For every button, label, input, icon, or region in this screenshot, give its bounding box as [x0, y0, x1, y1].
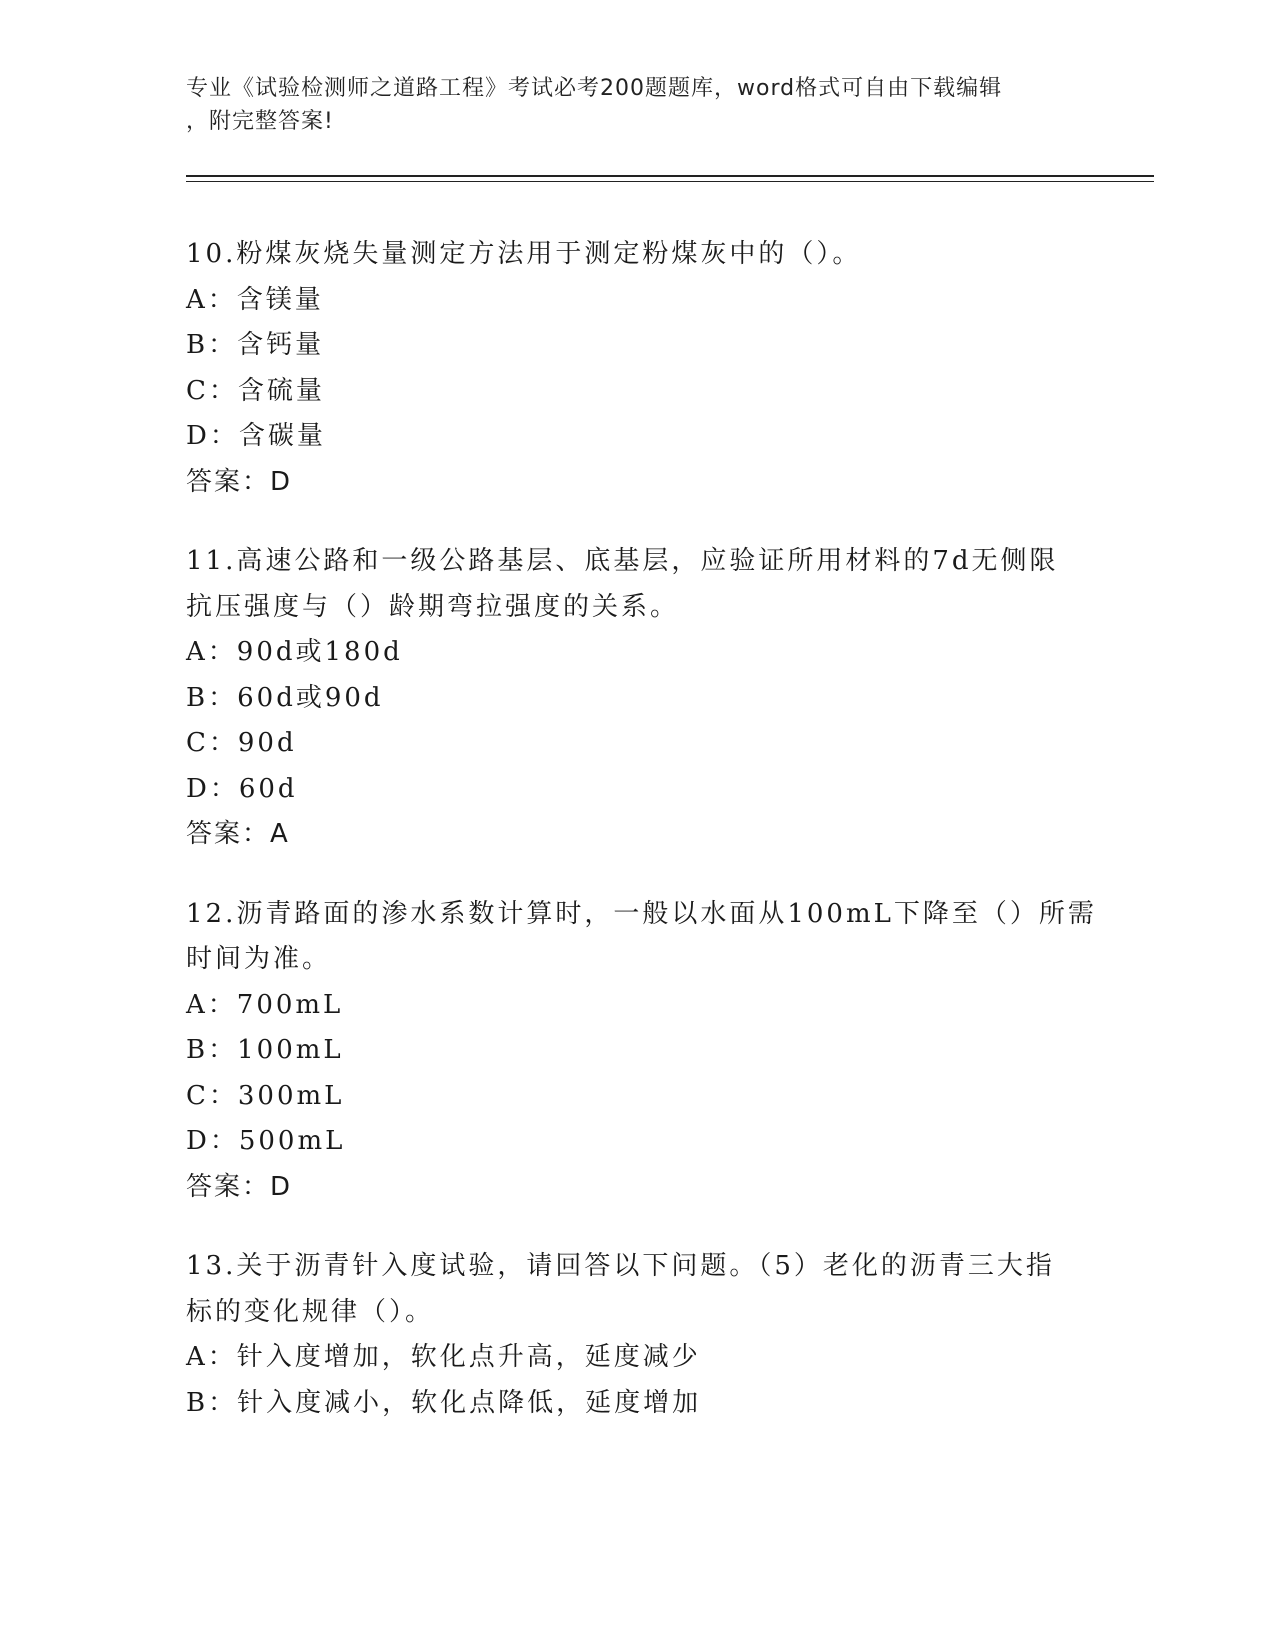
question-stem-line-2: 标的变化规律（）。 — [186, 1296, 435, 1327]
option-b: B：针入度减小，软化点降低，延度增加 — [186, 1387, 702, 1418]
document-header — [186, 72, 1086, 138]
question-stem-line-1: 13.关于沥青针入度试验，请回答以下问题。（5）老化的沥青三大指 — [186, 1251, 1055, 1281]
header-title-line-2: ，附完整答案! — [186, 109, 334, 134]
header-divider-thick — [186, 175, 1154, 177]
option-d: D：含碳量 — [186, 421, 326, 451]
header-divider-thin — [186, 181, 1154, 182]
question-12 — [186, 892, 1097, 1211]
option-d: D：500mL — [186, 1126, 346, 1156]
answer-label: 答案：D — [186, 1171, 293, 1202]
option-a: A：90d或180d — [186, 637, 403, 667]
option-d: D：60d — [186, 773, 298, 804]
question-stem: 10.粉煤灰烧失量测定方法用于测定粉煤灰中的（）。 — [186, 239, 862, 269]
question-11 — [186, 539, 1086, 858]
option-b: B：100mL — [186, 1035, 344, 1065]
question-stem-line-1: 12.沥青路面的渗水系数计算时，一般以水面从100mL下降至（）所需 — [186, 898, 1097, 929]
option-b: B：含钙量 — [186, 330, 325, 360]
question-13 — [186, 1244, 1086, 1426]
option-c: C：90d — [186, 728, 297, 758]
question-stem-line-2: 时间为准。 — [186, 944, 332, 974]
question-list — [186, 232, 1097, 1460]
option-c: C：300mL — [186, 1080, 345, 1111]
option-a: A：含镁量 — [186, 284, 324, 315]
answer-label: 答案：A — [186, 819, 290, 849]
option-a: A：700mL — [186, 989, 344, 1020]
question-stem-line-2: 抗压强度与（）龄期弯拉强度的关系。 — [186, 591, 680, 622]
answer-label: 答案：D — [186, 466, 293, 497]
header-title-line-1: 专业《试验检测师之道路工程》考试必考200题题库，word格式可自由下载编辑 — [186, 76, 1003, 101]
option-b: B：60d或90d — [186, 682, 384, 713]
option-c: C：含硫量 — [186, 375, 325, 406]
question-10 — [186, 232, 1086, 505]
option-a: A：针入度增加，软化点升高，延度减少 — [186, 1342, 701, 1372]
question-stem-line-1: 11.高速公路和一级公路基层、底基层，应验证所用材料的7d无侧限 — [186, 546, 1059, 576]
